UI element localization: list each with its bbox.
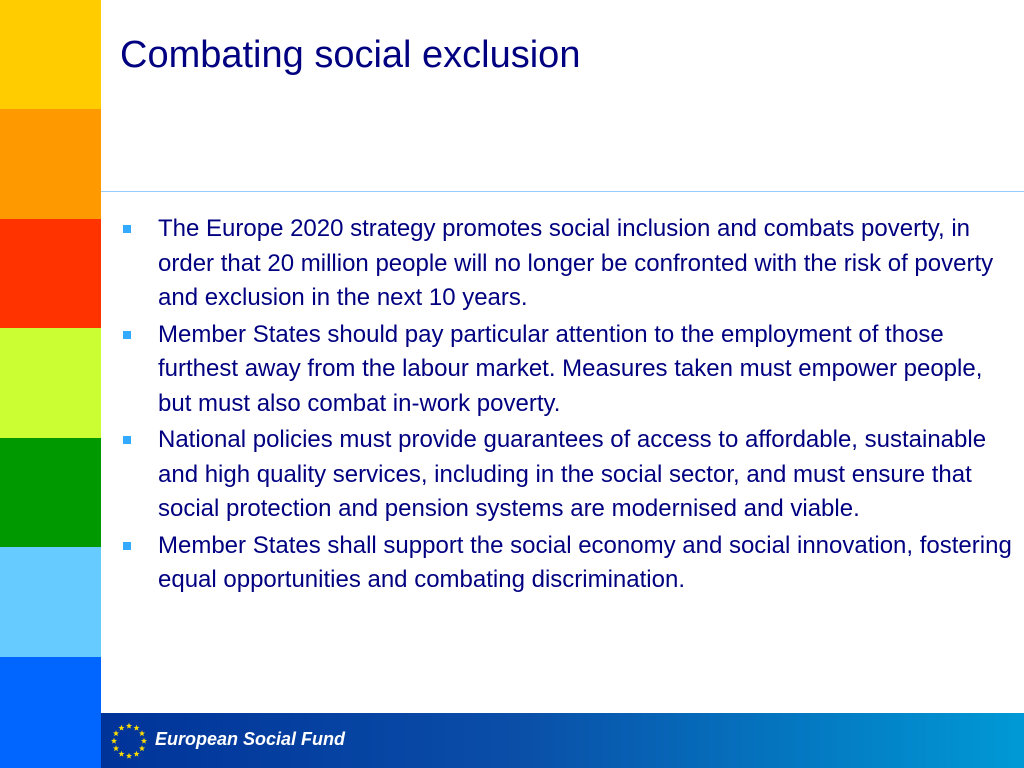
eu-star-icon bbox=[118, 725, 124, 731]
bullet-item bbox=[120, 212, 1015, 316]
bullet-item bbox=[120, 318, 1015, 422]
stripe-lime bbox=[0, 328, 101, 438]
square-bullet-icon bbox=[123, 331, 131, 339]
eu-flag-icon bbox=[107, 719, 151, 763]
footer-label: European Social Fund bbox=[155, 729, 346, 749]
bullet-text: Member States should pay particular attention to the employment of those furthest away from the labour market. Measures taken must empower people, but must also combat in-work poverty. bbox=[158, 320, 983, 417]
eu-star-icon bbox=[111, 738, 117, 744]
color-stripe-sidebar bbox=[0, 0, 101, 768]
bullet-text: Member States shall support the social economy and social innovation, fostering equal opportunities and combating discrimination. bbox=[158, 531, 1012, 593]
bullet-item bbox=[120, 529, 1015, 598]
stripe-light-blue bbox=[0, 547, 101, 657]
footer-bar bbox=[101, 713, 1024, 768]
eu-star-icon bbox=[113, 730, 119, 736]
slide-title: Combating social exclusion bbox=[120, 34, 581, 76]
eu-star-icon bbox=[133, 751, 139, 757]
eu-star-icon bbox=[139, 730, 145, 736]
eu-star-icon bbox=[126, 723, 132, 729]
square-bullet-icon bbox=[123, 436, 131, 444]
eu-star-icon bbox=[133, 725, 139, 731]
bullet-text: The Europe 2020 strategy promotes social inclusion and combats poverty, in order that 20 million people will no longer be confronted with the risk of poverty and exclusion in the next 10 years. bbox=[158, 215, 994, 311]
stripe-red bbox=[0, 219, 101, 328]
stripe-yellow bbox=[0, 0, 101, 109]
stripe-blue bbox=[0, 657, 101, 768]
square-bullet-icon bbox=[123, 225, 131, 233]
bullet-item bbox=[120, 423, 1015, 527]
eu-star-icon bbox=[141, 738, 147, 744]
bullet-list bbox=[120, 212, 1015, 600]
eu-star-icon bbox=[126, 753, 132, 759]
eu-star-icon bbox=[118, 751, 124, 757]
square-bullet-icon bbox=[123, 542, 131, 550]
stripe-orange bbox=[0, 109, 101, 219]
eu-star-icon bbox=[139, 745, 145, 751]
title-divider bbox=[101, 191, 1024, 192]
stripe-green bbox=[0, 438, 101, 547]
bullet-text: National policies must provide guarantees of access to affordable, sustainable and high quality services, including in the social sector, and must ensure that social protection and pension systems are modernised and viable. bbox=[158, 426, 987, 522]
eu-star-icon bbox=[113, 745, 119, 751]
